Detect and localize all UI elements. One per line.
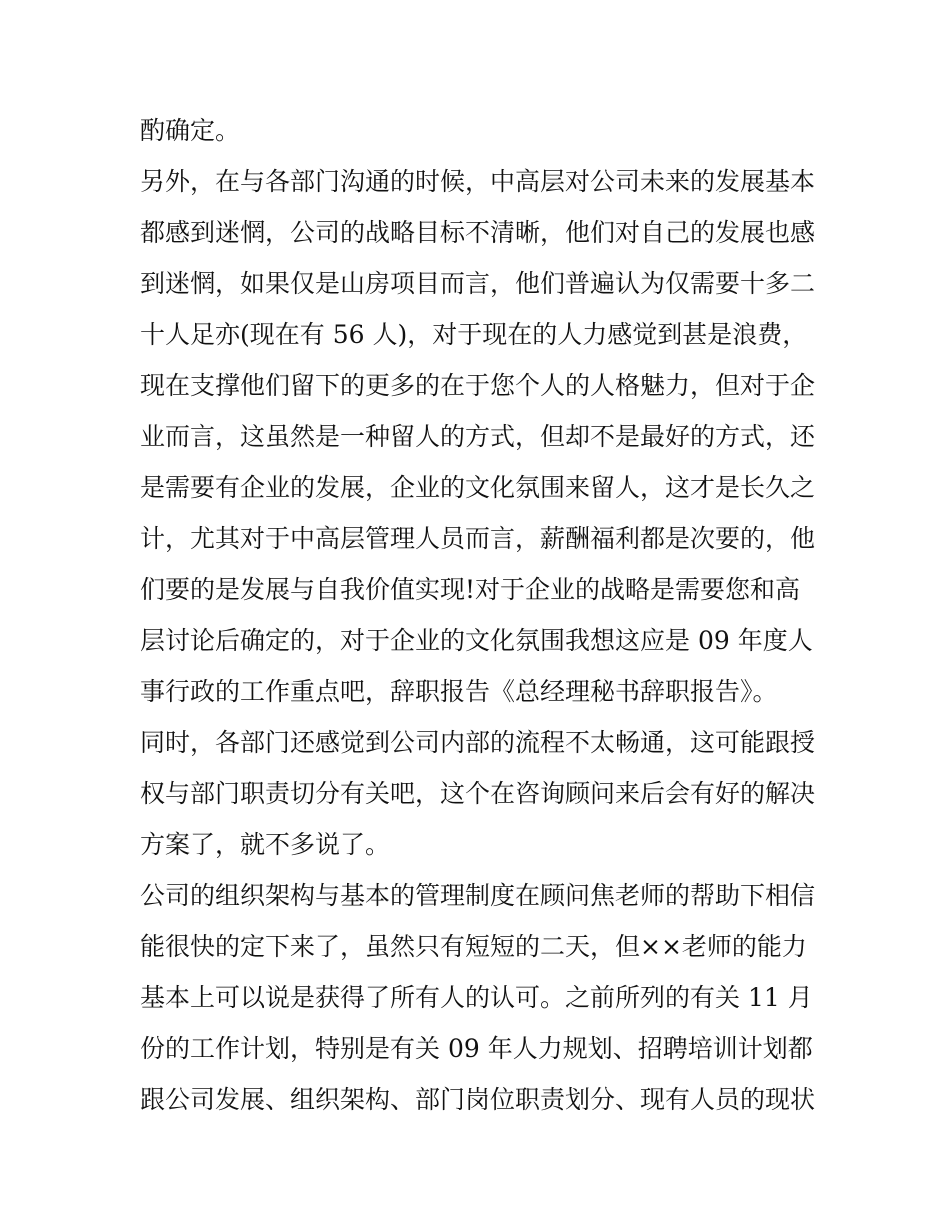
text-line: 方案了，就不多说了。 [140, 830, 391, 859]
text-line: 到迷惘，如果仅是山房项目而言，他们普遍认为仅需要十多二 [140, 269, 816, 298]
text-line: 是需要有企业的发展，企业的文化氛围来留人，这才是长久之 [140, 473, 816, 502]
text-line: 能很快的定下来了，虽然只有短短的二天，但××老师的能力 [140, 932, 807, 961]
text-line: 十人足亦(现在有 56 人)，对于现在的人力感觉到甚是浪费， [140, 320, 808, 349]
text-line: 业而言，这虽然是一种留人的方式，但却不是最好的方式，还 [140, 422, 816, 451]
body-text [140, 108, 820, 1128]
text-line: 另外，在与各部门沟通的时候，中高层对公司未来的发展基本 [140, 167, 816, 196]
text-line: 现在支撑他们留下的更多的在于您个人的人格魅力，但对于企 [140, 371, 816, 400]
text-line: 计，尤其对于中高层管理人员而言，薪酬福利都是次要的，他 [140, 524, 816, 553]
text-line: 基本上可以说是获得了所有人的认可。之前所列的有关 11 月 [140, 983, 813, 1012]
text-line: 公司的组织架构与基本的管理制度在顾问焦老师的帮助下相信 [140, 881, 816, 910]
text-line: 同时，各部门还感觉到公司内部的流程不太畅通，这可能跟授 [140, 728, 816, 757]
text-line: 权与部门职责切分有关吧，这个在咨询顾问来后会有好的解决 [140, 779, 816, 808]
text-line: 酌确定。 [140, 116, 241, 145]
text-line: 们要的是发展与自我价值实现!对于企业的战略是需要您和高 [140, 575, 801, 604]
text-line: 份的工作计划，特别是有关 09 年人力规划、招聘培训计划都 [140, 1034, 813, 1063]
text-line: 层讨论后确定的，对于企业的文化氛围我想这应是 09 年度人 [140, 626, 813, 655]
text-line: 跟公司发展、组织架构、部门岗位职责划分、现有人员的现状 [140, 1085, 816, 1114]
text-line: 都感到迷惘，公司的战略目标不清晰，他们对自己的发展也感 [140, 218, 816, 247]
text-line: 事行政的工作重点吧，辞职报告《总经理秘书辞职报告》。 [140, 677, 778, 706]
